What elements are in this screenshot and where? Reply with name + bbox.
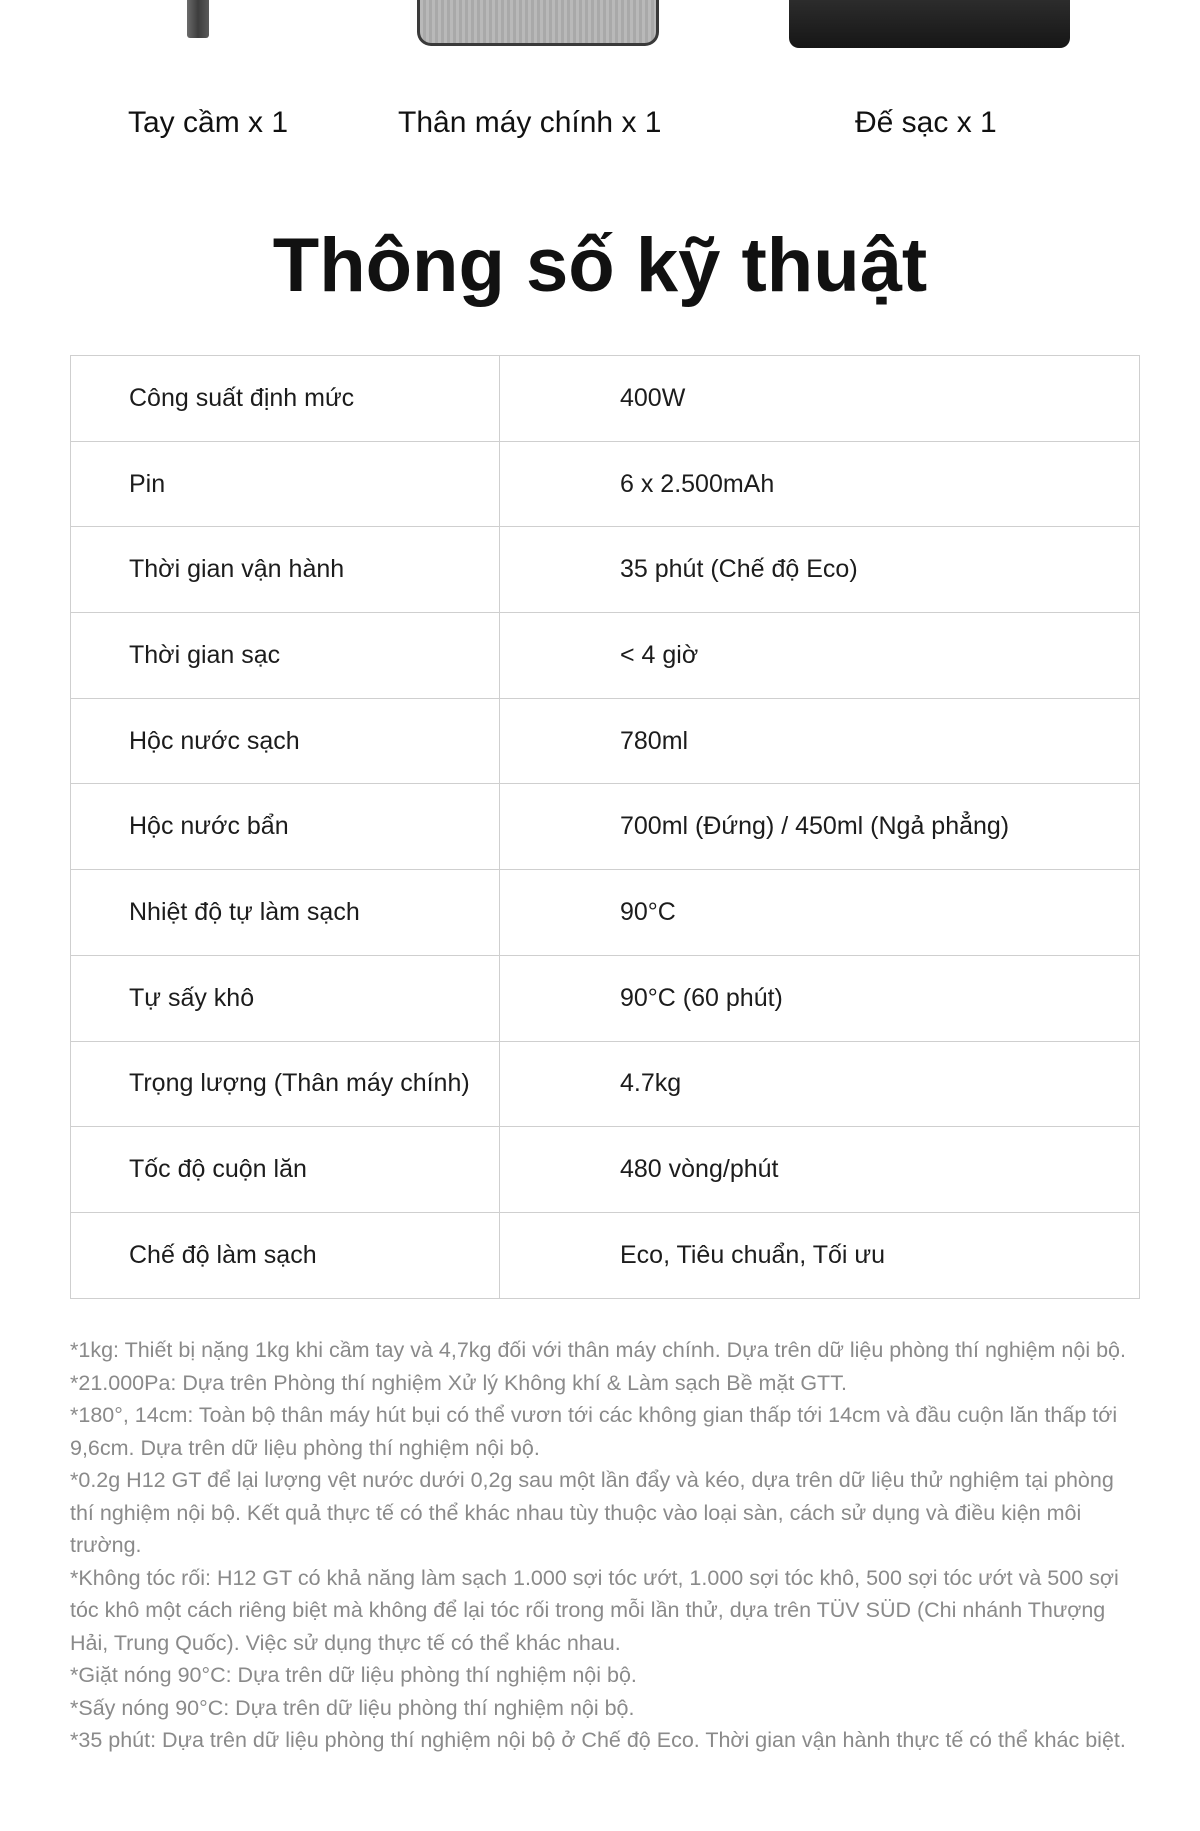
footnote: *Không tóc rối: H12 GT có khả năng làm sạch 1.000 sợi tóc ướt, 1.000 sợi tóc khô, 500 sợi tóc ướt và 500 sợi tóc khô một cách riêng biệt mà không để lại tóc rối trong mỗi lần thử, dựa trên TÜV SÜD (Chi nhánh Thượng Hải, Trung Quốc). Việc sử dụng thực tế có thể khác nhau. [70, 1565, 1119, 1655]
footnote: *180°, 14cm: Toàn bộ thân máy hút bụi có thể vươn tới các không gian thấp tới 14cm và đầu cuộn lăn thấp tới 9,6cm. Dựa trên dữ liệu phòng thí nghiệm nội bộ. [70, 1403, 1118, 1460]
footnote: *35 phút: Dựa trên dữ liệu phòng thí nghiệm nội bộ ở Chế độ Eco. Thời gian vận hành thực tế có thể khác biệt. [70, 1728, 1126, 1752]
table-row [71, 784, 1140, 870]
roller-brush [417, 0, 659, 46]
footnote: *Giặt nóng 90°C: Dựa trên dữ liệu phòng thí nghiệm nội bộ. [70, 1663, 637, 1687]
footnote: *1kg: Thiết bị nặng 1kg khi cầm tay và 4,7kg đối với thân máy chính. Dựa trên dữ liệu phòng thí nghiệm nội bộ. [70, 1338, 1126, 1362]
table-row [71, 441, 1140, 527]
main-body-image [417, 0, 659, 48]
spec-value: 780ml [500, 698, 1140, 784]
spec-value: 35 phút (Chế độ Eco) [500, 527, 1140, 613]
table-row [71, 955, 1140, 1041]
spec-key: Hộc nước bẩn [71, 784, 500, 870]
page-title: Thông số kỹ thuật [272, 223, 928, 308]
table-row [71, 698, 1140, 784]
spec-value: 90°C (60 phút) [500, 955, 1140, 1041]
table-row [71, 1212, 1140, 1298]
table-row [71, 613, 1140, 699]
spec-key: Nhiệt độ tự làm sạch [71, 870, 500, 956]
footnote: *Sấy nóng 90°C: Dựa trên dữ liệu phòng thí nghiệm nội bộ. [70, 1695, 635, 1720]
main-body-label: Thân máy chính x 1 [398, 106, 662, 139]
handle-image [187, 0, 209, 38]
charging-base-image [789, 0, 1070, 48]
spec-value: 6 x 2.500mAh [500, 441, 1140, 527]
spec-key: Hộc nước sạch [71, 698, 500, 784]
spec-value: 4.7kg [500, 1041, 1140, 1127]
package-contents [0, 0, 1200, 160]
table-row [71, 527, 1140, 613]
spec-key: Trọng lượng (Thân máy chính) [71, 1041, 500, 1127]
spec-key: Chế độ làm sạch [71, 1212, 500, 1298]
charging-base-label: Đế sạc x 1 [855, 106, 997, 139]
spec-key: Tốc độ cuộn lăn [71, 1127, 500, 1213]
spec-key: Thời gian vận hành [71, 527, 500, 613]
spec-value: 400W [500, 356, 1140, 442]
handle-label: Tay cầm x 1 [128, 106, 289, 139]
spec-table [70, 355, 1140, 1299]
spec-value: 700ml (Đứng) / 450ml (Ngả phẳng) [500, 784, 1140, 870]
spec-value: Eco, Tiêu chuẩn, Tối ưu [500, 1212, 1140, 1298]
table-row [71, 356, 1140, 442]
table-row [71, 1041, 1140, 1127]
spec-value: 480 vòng/phút [500, 1127, 1140, 1213]
spec-value: < 4 giờ [500, 613, 1140, 699]
footnote: *21.000Pa: Dựa trên Phòng thí nghiệm Xử lý Không khí & Làm sạch Bề mặt GTT. [70, 1370, 847, 1395]
footnote: *0.2g H12 GT để lại lượng vệt nước dưới 0,2g sau một lần đẩy và kéo, dựa trên dữ liệu thử nghiệm tại phòng thí nghiệm nội bộ. Kết quả thực tế có thể khác nhau tùy thuộc vào loại sàn, cách sử dụng và điều kiện môi trường. [70, 1468, 1114, 1557]
spec-key: Thời gian sạc [71, 613, 500, 699]
spec-key: Công suất định mức [71, 356, 500, 442]
table-row [71, 1127, 1140, 1213]
spec-value: 90°C [500, 870, 1140, 956]
spec-key: Pin [71, 441, 500, 527]
footnotes [70, 1334, 1140, 1757]
table-row [71, 870, 1140, 956]
spec-key: Tự sấy khô [71, 955, 500, 1041]
